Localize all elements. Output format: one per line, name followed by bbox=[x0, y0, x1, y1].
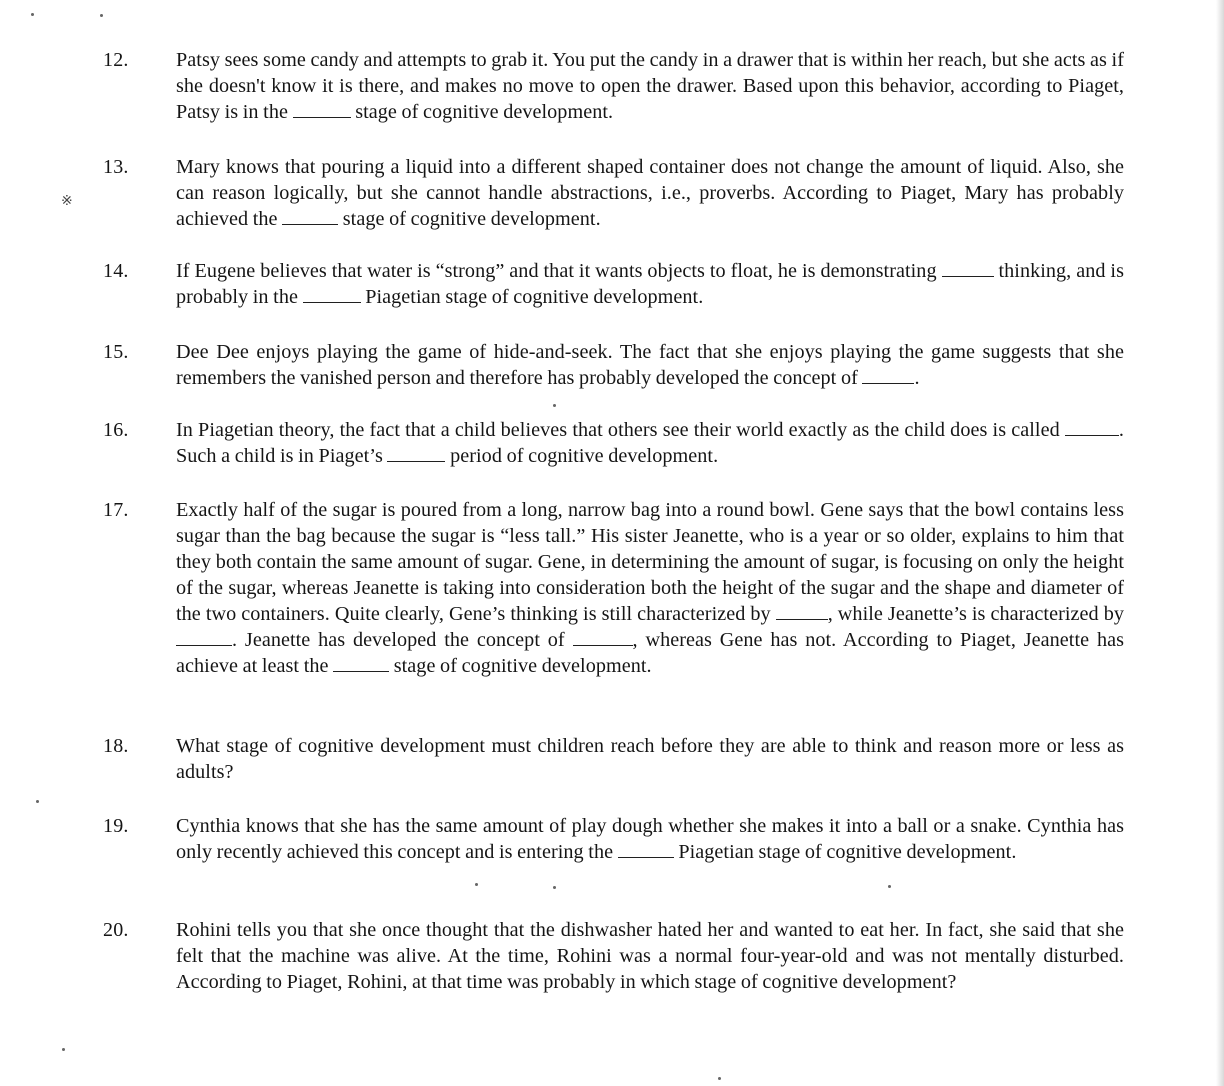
question-number: 18. bbox=[103, 735, 129, 757]
scan-speck bbox=[475, 883, 478, 886]
answer-blank[interactable] bbox=[303, 284, 361, 303]
margin-mark: ※ bbox=[61, 194, 73, 209]
scan-speck bbox=[553, 404, 556, 407]
question-number: 13. bbox=[103, 156, 129, 178]
question-number: 14. bbox=[103, 260, 129, 282]
scan-speck bbox=[31, 13, 34, 16]
page-edge-shadow bbox=[1216, 0, 1224, 1086]
question-number: 17. bbox=[103, 499, 129, 521]
answer-blank[interactable] bbox=[942, 258, 994, 277]
answer-blank[interactable] bbox=[333, 653, 389, 672]
answer-blank[interactable] bbox=[1065, 417, 1119, 436]
answer-blank[interactable] bbox=[776, 601, 828, 620]
scan-speck bbox=[100, 14, 103, 17]
question-text: Dee Dee enjoys playing the game of hide-and-seek. The fact that she enjoys playing the game suggests that she remembers the vanished person and therefore has probably developed the concept of . bbox=[176, 341, 1124, 389]
answer-blank[interactable] bbox=[573, 627, 633, 646]
question-number: 15. bbox=[103, 341, 129, 363]
question-text: In Piagetian theory, the fact that a child believes that others see their world exactly as the child does is called . Such a child is in Piaget’s period of cognitive development. bbox=[176, 419, 1124, 467]
answer-blank[interactable] bbox=[293, 99, 351, 118]
question-text: Exactly half of the sugar is poured from a long, narrow bag into a round bowl. Gene says that the bowl contains less sugar than the bag because the sugar is “less tall.” His sister Jeanette, who is a year or so older, explains to him that they both contain the same amount of sugar. Gene, in determining the amount of sugar, is focusing on only the height of the sugar, whereas Jeanette is taking into consideration both the height of the sugar and the shape and diameter of the two containers. Quite clearly, Gene’s thinking is still characterized by , while Jeanette’s is characterized by . Jeanette has developed the concept of , whereas Gene has not. According to Piaget, Jeanette has achieve at least the stage of cognitive development. bbox=[176, 499, 1125, 677]
question-text: If Eugene believes that water is “strong” and that it wants objects to float, he is demonstrating thinking, and is probably in the Piagetian stage of cognitive development. bbox=[176, 260, 1124, 308]
question-number: 12. bbox=[103, 49, 129, 71]
scan-speck bbox=[718, 1077, 721, 1080]
question-text: Mary knows that pouring a liquid into a different shaped container does not change the amount of liquid. Also, she can reason logically, but she cannot handle abstractions, i.e., proverbs. According to Piaget, Mary has probably achieved the stage of cognitive development. bbox=[176, 156, 1124, 230]
answer-blank[interactable] bbox=[282, 206, 338, 225]
question-number: 20. bbox=[103, 919, 129, 941]
answer-blank[interactable] bbox=[387, 443, 445, 462]
question-number: 16. bbox=[103, 419, 129, 441]
question-text: Rohini tells you that she once thought that the dishwasher hated her and wanted to eat her. In fact, she said that she felt that the machine was alive. At the time, Rohini was a normal four-year-old and was not mentally disturbed. According to Piaget, Rohini, at that time was probably in which stage of cognitive development? bbox=[176, 919, 1124, 993]
scan-speck bbox=[888, 885, 891, 888]
question-text: Patsy sees some candy and attempts to grab it. You put the candy in a drawer that is within her reach, but she acts as if she doesn't know it is there, and makes no move to open the drawer. Based upon this behavior, according to Piaget, Patsy is in the stage of cognitive development. bbox=[176, 49, 1124, 123]
answer-blank[interactable] bbox=[862, 365, 914, 384]
scan-speck bbox=[62, 1048, 65, 1051]
scan-speck bbox=[36, 800, 39, 803]
question-number: 19. bbox=[103, 815, 129, 837]
question-text: What stage of cognitive development must children reach before they are able to think and reason more or less as adults? bbox=[176, 735, 1124, 783]
answer-blank[interactable] bbox=[618, 839, 674, 858]
answer-blank[interactable] bbox=[176, 627, 232, 646]
scan-speck bbox=[553, 886, 556, 889]
question-text: Cynthia knows that she has the same amount of play dough whether she makes it into a ball or a snake. Cynthia has only recently achieved this concept and is entering the Piagetian stage of cognitive development. bbox=[176, 815, 1124, 863]
